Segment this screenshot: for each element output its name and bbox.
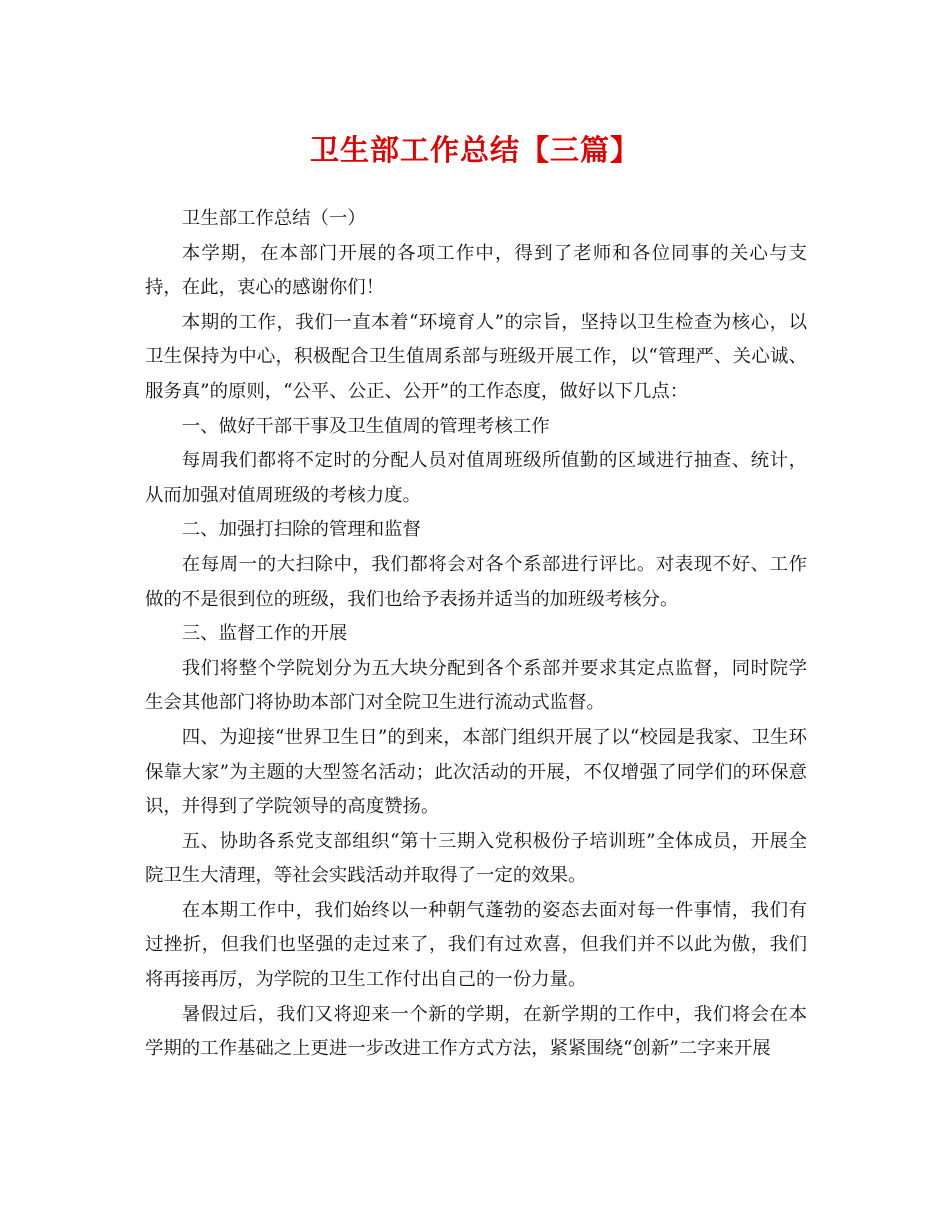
section-heading: 三、监督工作的开展 <box>181 623 348 645</box>
paragraph: 四、为迎接“世界卫生日”的到来，本部门组织开展了以“校园是我家、卫生环保靠大家”为主题的大型签名活动；此次活动的开展，不仅增强了同学们的环保意识，并得到了学院领导的高度赞扬。 <box>145 726 807 818</box>
paragraph: 暑假过后，我们又将迎来一个新的学期，在新学期的工作中，我们将会在本学期的工作基础之上更进一步改进工作方式方法，紧紧围绕“创新”二字来开展 <box>145 1003 807 1060</box>
paragraph: 我们将整个学院划分为五大块分配到各个系部并要求其定点监督，同时院学生会其他部门将协助本部门对全院卫生进行流动式监督。 <box>145 657 807 714</box>
paragraph: 每周我们都将不定时的分配人员对值周班级所值勤的区域进行抽查、统计，从而加强对值周班级的考核力度。 <box>145 450 807 506</box>
section-heading: 卫生部工作总结（一） <box>181 208 366 229</box>
section-heading: 二、加强打扫除的管理和监督 <box>181 519 421 541</box>
paragraph: 在每周一的大扫除中，我们都将会对各个系部进行评比。对表现不好、工作做的不是很到位的班级，我们也给予表扬并适当的加班级考核分。 <box>145 553 807 610</box>
section-heading: 一、做好干部干事及卫生值周的管理考核工作 <box>181 415 550 437</box>
paragraph: 本学期，在本部门开展的各项工作中，得到了老师和各位同事的关心与支持，在此，衷心的感谢你们！ <box>145 242 807 299</box>
document-body <box>145 202 807 1067</box>
paragraph: 在本期工作中，我们始终以一种朝气蓬勃的姿态去面对每一件事情，我们有过挫折，但我们也坚强的走过来了，我们有过欢喜，但我们并不以此为傲，我们将再接再厉，为学院的卫生工作付出自己的一份力量。 <box>145 899 807 991</box>
paragraph: 五、协助各系党支部组织“第十三期入党积极份子培训班”全体成员，开展全院卫生大清理，等社会实践活动并取得了一定的效果。 <box>145 830 807 887</box>
paragraph: 本期的工作，我们一直本着“环境育人”的宗旨，坚持以卫生检查为核心，以卫生保持为中心，积极配合卫生值周系部与班级开展工作，以“管理严、关心诚、服务真”的原则，“公平、公正、公开”的工作态度，做好以下几点： <box>145 311 807 402</box>
document-title: 卫生部工作总结【三篇】 <box>309 133 640 167</box>
